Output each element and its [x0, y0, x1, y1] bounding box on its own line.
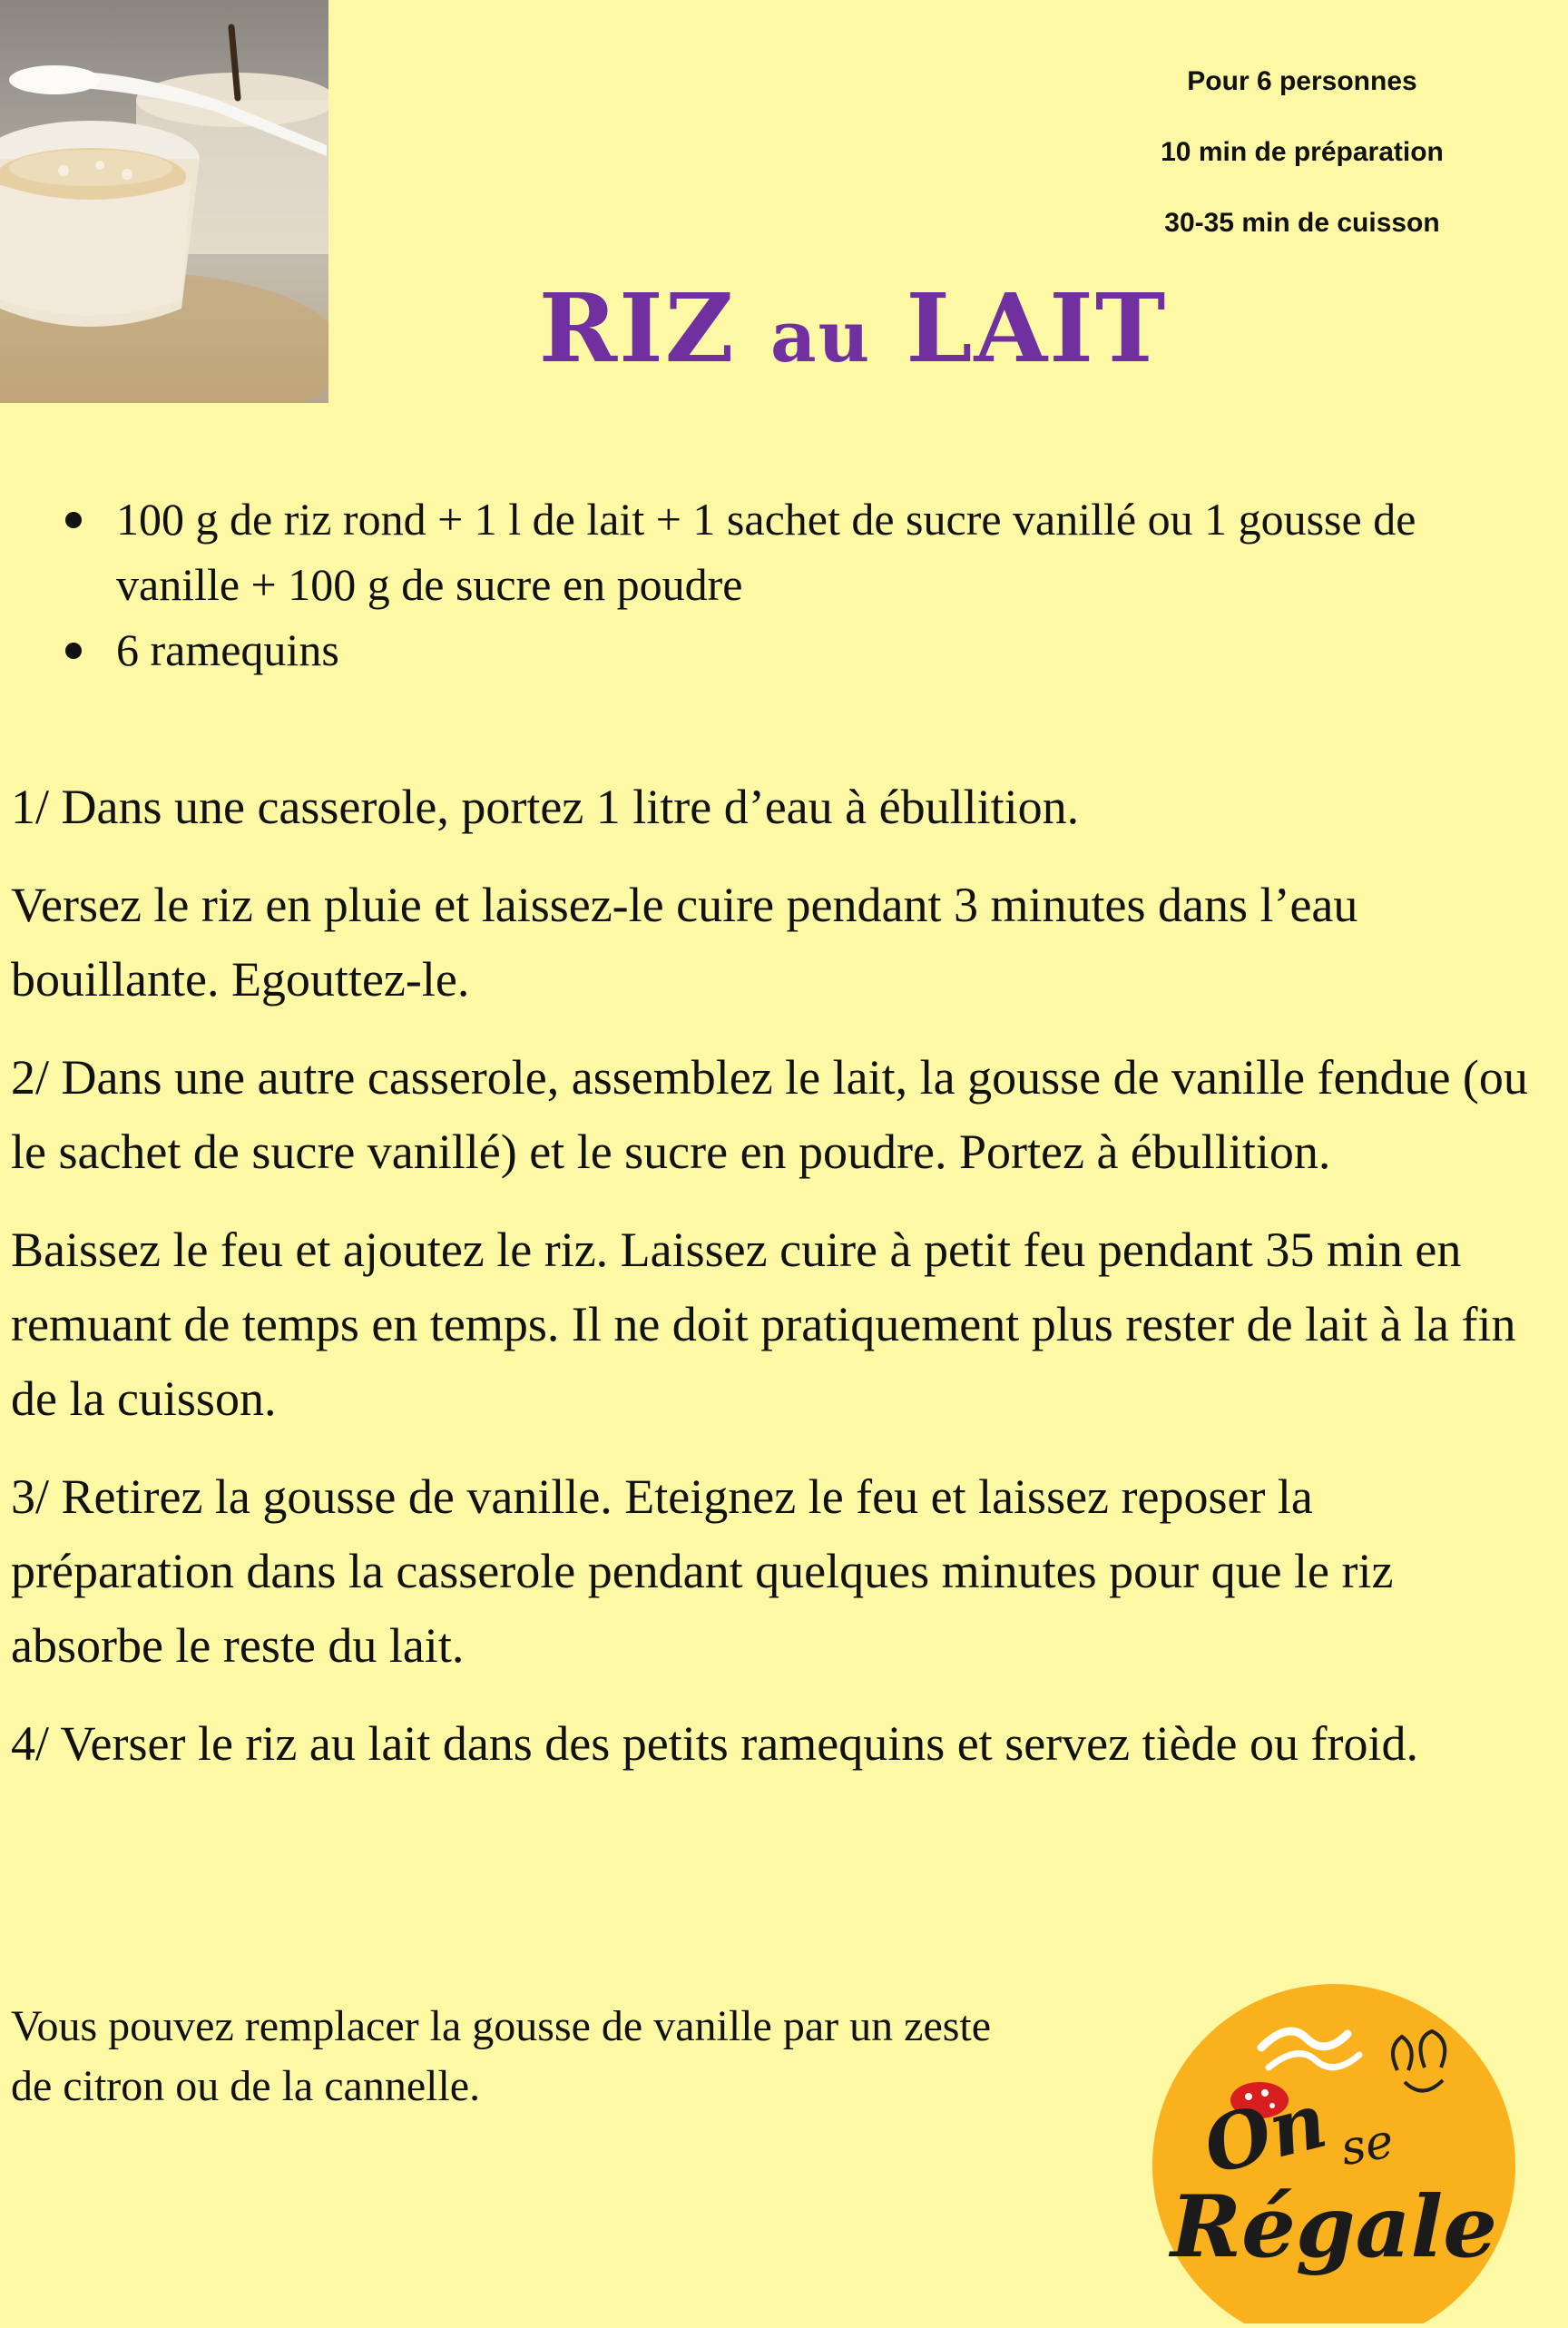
step-paragraph: Versez le riz en pluie et laissez-le cuire pendant 3 minutes dans l’eau bouillante. Egouttez-le. [11, 878, 1358, 1007]
cook-time-text: 30-35 min de cuisson [1164, 208, 1440, 238]
title-word-lait: LAIT [906, 272, 1168, 384]
logo-text-on: On [1194, 2074, 1336, 2192]
step-paragraph: 1/ Dans une casserole, portez 1 litre d’eau à ébullition. [11, 780, 1080, 834]
ingredient-item: 6 ramequins [54, 617, 1470, 683]
rice-pudding-photo [0, 0, 328, 403]
recipe-steps [11, 770, 1544, 1804]
servings-text: Pour 6 personnes [1187, 66, 1417, 96]
ingredient-item: 100 g de riz rond + 1 l de lait + 1 sachet de sucre vanillé ou 1 gousse de vanille + 100 g de sucre en poudre [54, 486, 1470, 617]
on-se-regale-logo [1152, 1984, 1515, 2323]
ingredients-list [54, 486, 1470, 683]
logo-text-regale: Régale [1171, 2177, 1498, 2277]
recipe-meta [1089, 58, 1515, 270]
step-paragraph: 3/ Retirez la gousse de vanille. Eteignez le feu et laissez reposer la préparation dans la casserole pendant quelques minutes pour que le riz absorbe le reste du lait. [11, 1469, 1394, 1673]
step-paragraph: 4/ Verser le riz au lait dans des petits ramequins et servez tiède ou froid. [11, 1716, 1418, 1771]
prep-time-text: 10 min de préparation [1161, 137, 1444, 167]
title-word-riz: RIZ [538, 272, 736, 384]
title-word-au: au [769, 296, 872, 378]
step-paragraph: 2/ Dans une autre casserole, assemblez le lait, la gousse de vanille fendue (ou le sachet de sucre vanillé) et le sucre en poudre. Portez à ébullition. [11, 1050, 1528, 1179]
recipe-title [399, 274, 1307, 392]
logo-text-se: se [1337, 2114, 1398, 2177]
step-paragraph: Baissez le feu et ajoutez le riz. Laissez cuire à petit feu pendant 35 min en remuant de temps en temps. Il ne doit pratiquement plus rester de lait à la fin de la cuisson. [11, 1223, 1516, 1426]
tip-note: Vous pouvez remplacer la gousse de vanille par un zeste de citron ou de la cannelle. [11, 2002, 992, 2110]
